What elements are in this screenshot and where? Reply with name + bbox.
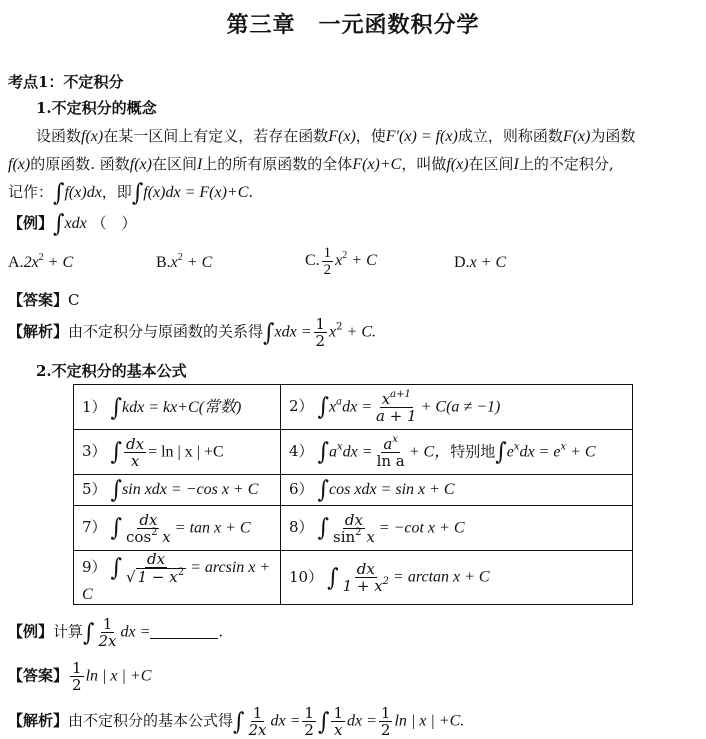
formula-table [73, 384, 633, 605]
option-a: $A.2x^2 + C$ [8, 252, 74, 271]
table-row [74, 475, 633, 506]
formula-2: 2） $\int x^adx$ = $\frac{x^{a+1}}{a + 1}$ + C(a ≠ −1) [281, 385, 633, 430]
table-row [74, 506, 633, 551]
option-c: C. $\frac{1}{2}$ $x^2 + C$ [305, 245, 377, 278]
formula-1: 1） ∫kdx = kx+C(常数) [74, 385, 281, 430]
subsection-heading-2: 2.不定积分的基本公式 [36, 362, 187, 380]
definition-line-1: 设函数f(x)在某一区间上有定义，若存在函数F(x)，使F′(x) = f(x)成立，则称函数F(x)为函数 [36, 127, 636, 145]
formula-9: 9） ∫ $\frac{dx}{√ 1 - x^2}$ = arcsin x + C [74, 551, 281, 605]
integral-sign: ∫ [131, 179, 144, 208]
answer-blank [150, 626, 218, 639]
formula-10: 10） ∫ $\frac{dx}{1 + x^2}$ = arctan x + C [281, 551, 633, 605]
answer-2: 【答案】 $\frac{1}{2}$ ln | x | +C [8, 659, 152, 694]
definition-line-2: f(x)的原函数. 函数f(x)在区间I上的所有原函数的全体F(x)+C，叫做f(x)在区间I上的不定积分, [8, 155, 614, 173]
example-1: 【例】∫xdx （ ） [8, 210, 137, 239]
solution-2: 【解析】由不定积分的基本公式得∫ $\frac{1}{2x}$ dx = $\frac{1}{2}$ ∫ $\frac{1}{x}$ dx = $\frac{1}{2}$ ln | x | +C. [8, 704, 465, 739]
option-b: $B.x^2 + C$ [156, 252, 213, 271]
solution-1: 【解析】由不定积分与原函数的关系得∫xdx = $\frac{1}{2}$ $x^2 + C$. [8, 315, 376, 350]
example-2: 【例】计算∫ $\frac{1}{2x}$ dx = . [8, 615, 224, 650]
formula-5: 5） ∫sin xdx = −cos x + C [74, 475, 281, 506]
section-heading: 考点1：不定积分 [8, 73, 124, 91]
integral-sign: ∫ [53, 179, 65, 208]
formula-7: 7） ∫ $\frac{dx}{\cos^2 x}$ = tan x + C [74, 506, 281, 551]
formula-8: 8） ∫ $\frac{dx}{\sin^2 x}$ = −cot x + C [281, 506, 633, 551]
answer-1: 【答案】C [8, 291, 80, 309]
option-d: D.x + C [454, 254, 507, 271]
page-title: 第三章 一元函数积分学 [226, 12, 480, 38]
formula-4: 4） $\int a^xdx$ = $\frac{a^x}{\text{ln a}}$ + C，特别地$\int e^xdx = e^x + C$ [281, 430, 633, 475]
table-row [74, 551, 633, 605]
formula-6: 6） ∫cos xdx = sin x + C [281, 475, 633, 506]
table-row [74, 385, 633, 430]
subsection-heading: 1.不定积分的概念 [36, 99, 157, 117]
table-row [74, 430, 633, 475]
definition-line-3: 记作：∫f(x)dx，即∫f(x)dx = F(x)+C. [8, 179, 254, 208]
formula-3: 3） ∫ $\frac{dx}{x}$ = ln | x | +C [74, 430, 281, 475]
